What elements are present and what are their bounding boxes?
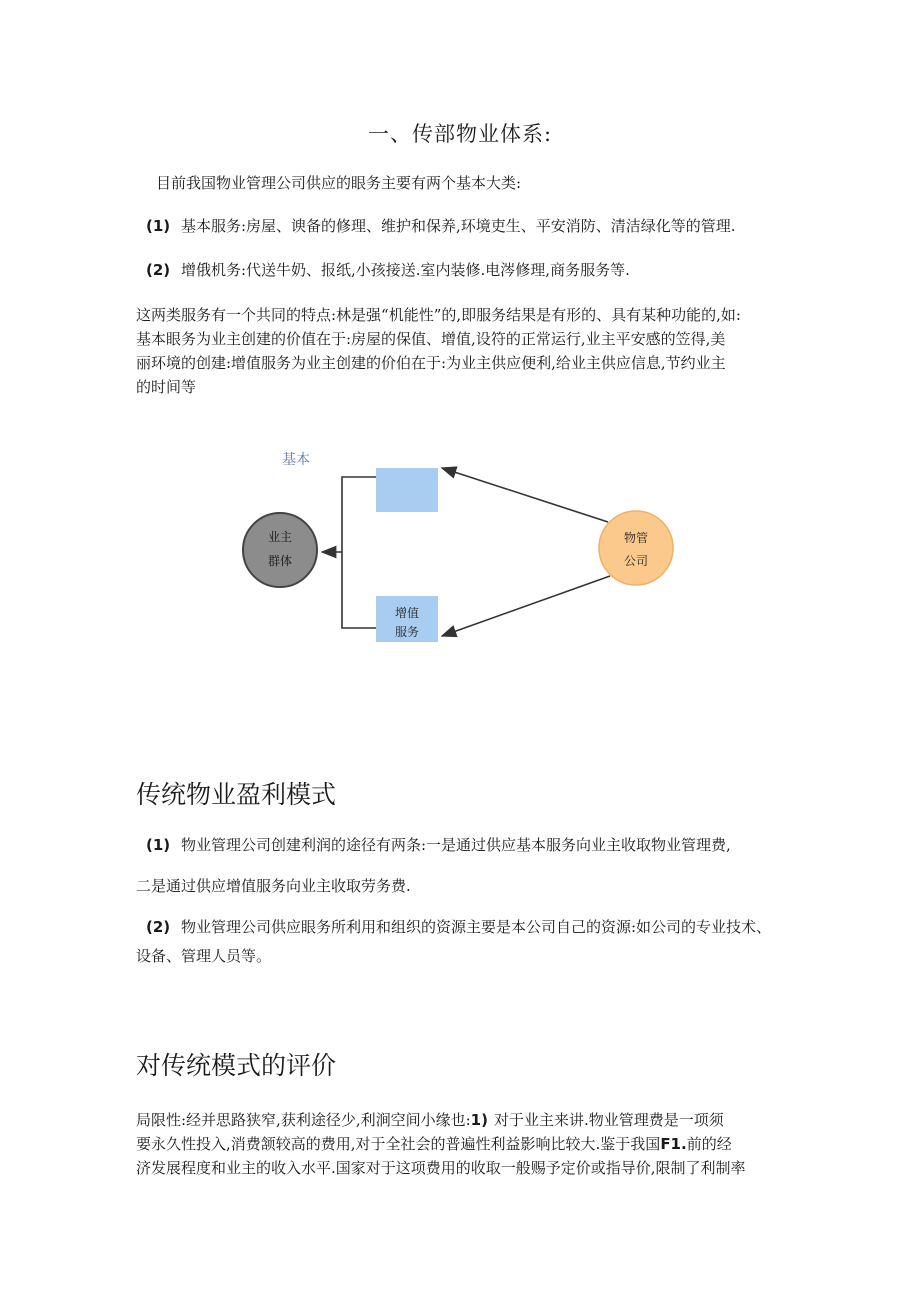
arrow-company-to-value-added	[442, 576, 610, 636]
line-segment: 局限性:经并思路狭窄,获利途径少,利涧空间小缘也:	[136, 1111, 471, 1129]
item-number: (2)	[146, 261, 171, 279]
service-flow-diagram	[230, 440, 690, 650]
basic-service-box	[376, 468, 438, 512]
paragraph-line: 这两类服务有一个共同的特点:林是强“机能性”的,即服务结果是有形的、具有某种功能的,如:	[136, 306, 741, 324]
line-segment: 前的经	[686, 1135, 732, 1153]
value-added-label-line2: 服务	[394, 625, 420, 639]
item-number: (2)	[146, 918, 171, 936]
arrow-company-to-basic	[442, 468, 608, 522]
property-company-circle	[599, 511, 673, 585]
item-number: (1)	[146, 217, 171, 235]
bold-token: F1.	[660, 1135, 687, 1153]
paragraph-line: 丽环境的创建:增值服务为业主创建的价伯在于:为业主供应便利,给业主供应信息,节约业主	[136, 354, 726, 372]
item-text: 物业管理公司供应眼务所利用和组织的资源主要是本公司自己的资源:如公司的专业技术、	[180, 918, 771, 936]
paragraph-line: 基本眼务为业主创建的价值在于:房屋的保值、增值,设符的正常运行,业主平安感的笠得,美	[136, 330, 726, 348]
paragraph-line	[136, 1108, 786, 1132]
profit-item-2-continued: 设备、管理人员等。	[136, 947, 272, 965]
line-segment: 要永久性投入,消费颔较高的费用,对于全社会的普遍性利益影响比较大.鉴于我国	[136, 1135, 661, 1153]
owner-label-line1: 业主	[267, 530, 293, 544]
company-label-line2: 公司	[623, 554, 649, 568]
item-number: 1)	[470, 1111, 488, 1129]
characteristics-paragraph	[136, 303, 786, 399]
intro-text: 目前我国物业管理公司供应的眼务主要有两个基本大类:	[156, 174, 522, 192]
heading-evaluation: 对传统模式的评价	[136, 1051, 337, 1080]
paragraph-line	[136, 1132, 786, 1156]
item-text: 物业管理公司创建利润的途径有两条:一是通过供应基本服务向业主收取物业管理费,	[180, 836, 731, 854]
item-text: 增俄机务:代送牛奶、报纸,小孩接送.室内装修.电涔修理,商务服务等.	[180, 261, 630, 279]
item-text: 基本服务:房屋、谀备的修理、维护和保养,环境吏生、平安消防、清洁绿化等的管理.	[180, 217, 736, 235]
service-item-basic	[146, 215, 736, 237]
evaluation-paragraph	[136, 1108, 786, 1180]
profit-item-1	[146, 834, 731, 856]
profit-item-2	[146, 916, 771, 938]
line-segment: 对于业主来讲.物业管理费是一项须	[493, 1111, 724, 1129]
owner-label-line2: 群体	[267, 554, 293, 568]
service-item-value-added	[146, 259, 630, 281]
company-label-line1: 物管	[623, 531, 649, 545]
bracket-connector	[342, 477, 376, 628]
section-title-property-system: 一、传部物业体系:	[367, 122, 553, 146]
heading-traditional-profit-model: 传统物业盈利模式	[136, 780, 337, 809]
owner-group-circle	[243, 513, 317, 587]
item-number: (1)	[146, 836, 171, 854]
value-added-label-line1: 增值	[394, 606, 420, 620]
profit-item-1-continued: 二是通过供应增值服务向业主收取劳务费.	[136, 877, 411, 895]
basic-service-label: 基本	[282, 452, 310, 468]
paragraph-line: 济发展程度和业主的收入水平.国家对于这项费用的收取一般赐予定价或指导价,限制了利制率	[136, 1159, 746, 1177]
paragraph-line: 的时间等	[136, 378, 197, 396]
